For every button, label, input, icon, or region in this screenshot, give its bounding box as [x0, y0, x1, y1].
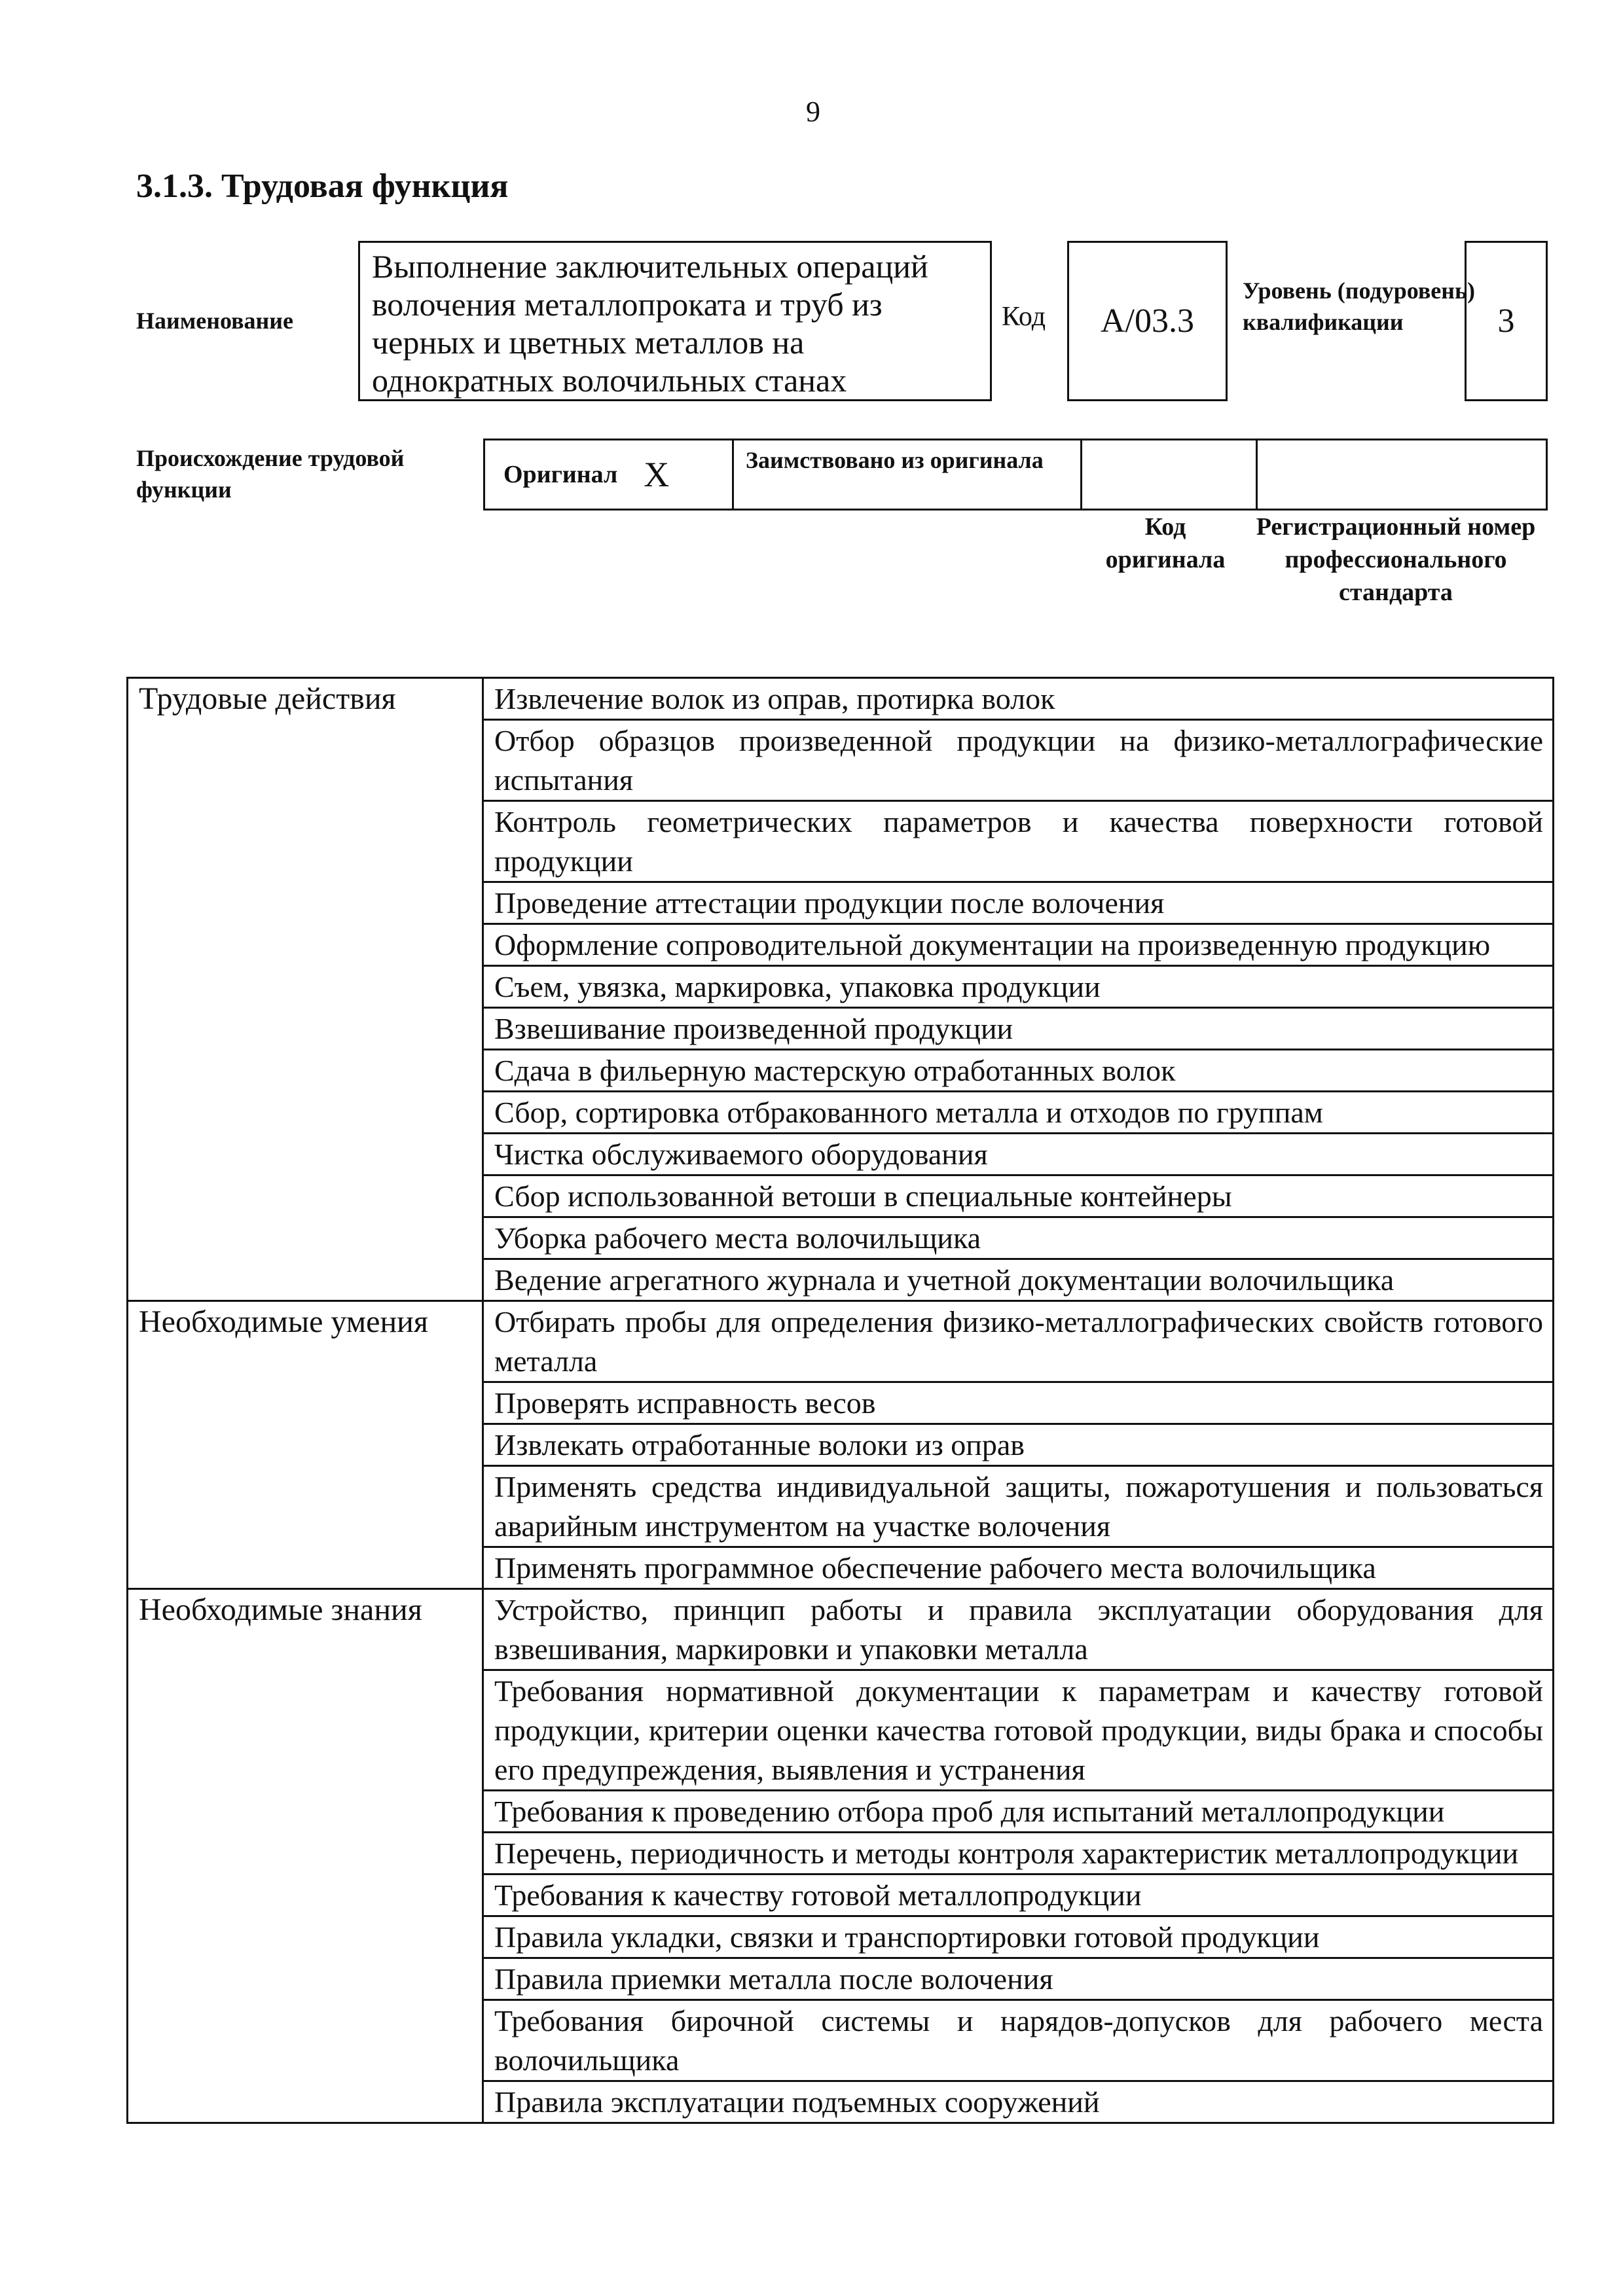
table-cell: Съем, увязка, маркировка, упаковка продукции — [483, 966, 1554, 1008]
section-title: 3.1.3. Трудовая функция — [136, 168, 509, 205]
table-cell: Применять программное обеспечение рабочего места волочильщика — [483, 1547, 1554, 1589]
table-cell: Правила укладки, связки и транспортировки готовой продукции — [483, 1916, 1554, 1958]
table-cell: Проверять исправность весов — [483, 1382, 1554, 1424]
table-row — [128, 1301, 1554, 1382]
table-cell: Правила эксплуатации подъемных сооружений — [483, 2081, 1554, 2123]
table-cell: Отбирать пробы для определения физико-металлографических свойств готового металла — [483, 1301, 1554, 1382]
table-row — [128, 678, 1554, 720]
table-cell: Сбор, сортировка отбракованного металла и отходов по группам — [483, 1092, 1554, 1134]
original-mark: X — [644, 455, 670, 494]
level-value-box: 3 — [1465, 241, 1548, 401]
table-row — [128, 1589, 1554, 1670]
table-cell: Контроль геометрических параметров и качества поверхности готовой продукции — [483, 801, 1554, 882]
code-label: Код — [1002, 302, 1046, 332]
table-cell: Уборка рабочего места волочильщика — [483, 1217, 1554, 1259]
table-cell: Требования к проведению отбора проб для испытаний металлопродукции — [483, 1791, 1554, 1833]
table-cell: Взвешивание произведенной продукции — [483, 1008, 1554, 1050]
table-cell: Извлечение волок из оправ, протирка волок — [483, 678, 1554, 720]
origin-label: Происхождение трудовой функции — [136, 445, 405, 503]
section-header: Трудовые действия — [128, 678, 483, 1301]
table-cell: Правила приемки металла после волочения — [483, 1958, 1554, 2000]
registration-number-cell — [1258, 440, 1546, 509]
table-cell: Отбор образцов произведенной продукции на физико-металлографические испытания — [483, 720, 1554, 801]
origin-table — [483, 439, 1548, 511]
table-cell: Применять средства индивидуальной защиты, пожаротушения и пользоваться аварийным инструментом на участке волочения — [483, 1466, 1554, 1547]
level-label: Уровень (подуровень) квалификации — [1243, 278, 1476, 335]
table-cell: Сдача в фильерную мастерскую отработанных волок — [483, 1050, 1554, 1092]
original-label: Оригинал — [503, 461, 618, 488]
original-cell — [485, 440, 734, 509]
table-cell: Извлекать отработанные волоки из оправ — [483, 1424, 1554, 1466]
section-header: Необходимые умения — [128, 1301, 483, 1589]
page-number: 9 — [806, 96, 820, 128]
labor-function-table — [126, 677, 1554, 2124]
table-cell: Требования бирочной системы и нарядов-допусков для рабочего места волочильщика — [483, 2000, 1554, 2081]
table-cell: Требования нормативной документации к параметрам и качеству готовой продукции, критерии оценки качества готовой продукции, виды брака и способы его предупреждения, выявления и устранения — [483, 1670, 1554, 1791]
table-cell: Ведение агрегатного журнала и учетной документации волочильщика — [483, 1259, 1554, 1301]
table-cell: Чистка обслуживаемого оборудования — [483, 1134, 1554, 1175]
table-cell: Сбор использованной ветоши в специальные контейнеры — [483, 1175, 1554, 1217]
section-header: Необходимые знания — [128, 1589, 483, 2123]
table-cell: Оформление сопроводительной документации на произведенную продукцию — [483, 924, 1554, 966]
table-cell: Перечень, периодичность и методы контроля характеристик металлопродукции — [483, 1833, 1554, 1874]
borrowed-label: Заимствовано из оригинала — [734, 440, 1082, 509]
table-cell: Проведение аттестации продукции после волочения — [483, 882, 1554, 924]
name-label: Наименование — [136, 308, 293, 334]
table-cell: Устройство, принцип работы и правила эксплуатации оборудования для взвешивания, маркировки и упаковки металла — [483, 1589, 1554, 1670]
original-code-caption: Код оригинала — [1105, 513, 1226, 573]
function-name-box: Выполнение заключительных операций волочения металлопроката и труб из черных и цветных металлов на однократных волочильных станах — [358, 241, 992, 401]
table-cell: Требования к качеству готовой металлопродукции — [483, 1874, 1554, 1916]
code-value-box: A/03.3 — [1067, 241, 1228, 401]
original-code-cell — [1082, 440, 1258, 509]
registration-number-caption: Регистрационный номер профессионального стандарта — [1256, 513, 1536, 606]
